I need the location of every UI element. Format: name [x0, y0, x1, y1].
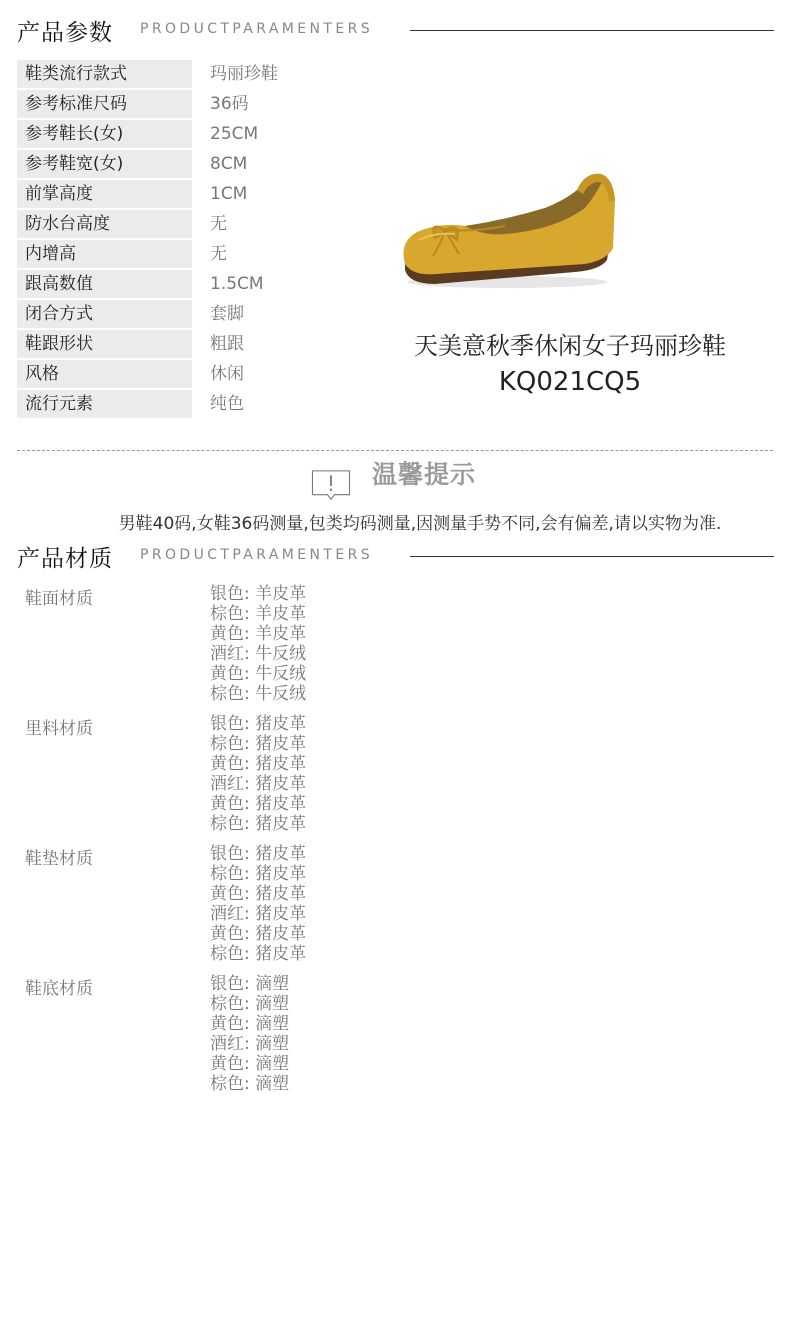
- spec-value: 套脚: [210, 304, 244, 324]
- spec-row: [17, 180, 377, 208]
- spec-row: [17, 390, 377, 418]
- spec-value: 纯色: [210, 394, 244, 414]
- material-value: 黄色: 猪皮革: [210, 754, 307, 774]
- divider-line: [410, 556, 774, 557]
- spec-row: [17, 360, 377, 388]
- spec-key: 防水台高度: [17, 210, 192, 238]
- product-shoe-image: [395, 160, 625, 300]
- material-value: 棕色: 猪皮革: [210, 944, 307, 964]
- spec-row: [17, 270, 377, 298]
- product-code: KQ021CQ5: [498, 367, 642, 397]
- material-value: 棕色: 猪皮革: [210, 814, 307, 834]
- spec-key: 鞋类流行款式: [17, 60, 192, 88]
- material-value: 银色: 滴塑: [210, 974, 290, 994]
- spec-row: [17, 60, 377, 88]
- spec-key: 参考鞋长(女): [17, 120, 192, 148]
- section-title: 产品材质: [17, 546, 113, 572]
- material-value: 棕色: 猪皮革: [210, 734, 307, 754]
- material-values: [210, 844, 306, 964]
- material-value: 银色: 猪皮革: [210, 714, 307, 734]
- spec-key: 闭合方式: [17, 300, 192, 328]
- material-value: 棕色: 滴塑: [210, 1074, 290, 1094]
- section-title: 产品参数: [17, 20, 113, 46]
- section-header-params: [0, 6, 790, 46]
- material-value: 银色: 猪皮革: [210, 844, 307, 864]
- spec-value: 8CM: [210, 154, 248, 174]
- section-subtitle: PRODUCTPARAMENTERS: [140, 21, 374, 37]
- material-value: 黄色: 猪皮革: [210, 794, 307, 814]
- material-value: 棕色: 猪皮革: [210, 864, 307, 884]
- section-header-materials: [0, 532, 790, 572]
- material-value: 酒红: 滴塑: [210, 1034, 290, 1054]
- spec-value: 无: [210, 214, 227, 234]
- spec-value: 1.5CM: [210, 274, 264, 294]
- material-value: 黄色: 滴塑: [210, 1014, 290, 1034]
- alert-bubble-icon: [309, 470, 353, 500]
- spec-row: [17, 120, 377, 148]
- material-label: 鞋面材质: [25, 589, 93, 609]
- section-subtitle: PRODUCTPARAMENTERS: [140, 547, 374, 563]
- spec-value: 玛丽珍鞋: [210, 64, 278, 84]
- material-value: 棕色: 滴塑: [210, 994, 290, 1014]
- material-value: 酒红: 牛反绒: [210, 644, 307, 664]
- material-value: 酒红: 猪皮革: [210, 904, 307, 924]
- spec-key: 风格: [17, 360, 192, 388]
- material-label: 里料材质: [25, 719, 93, 739]
- divider-line: [410, 30, 774, 31]
- spec-row: [17, 300, 377, 328]
- product-title: 天美意秋季休闲女子玛丽珍鞋: [414, 332, 726, 360]
- spec-row: [17, 150, 377, 178]
- spec-value: 25CM: [210, 124, 259, 144]
- material-value: 黄色: 羊皮革: [210, 624, 307, 644]
- material-value: 黄色: 猪皮革: [210, 884, 307, 904]
- material-value: 黄色: 滴塑: [210, 1054, 290, 1074]
- material-values: [210, 584, 306, 704]
- spec-row: [17, 240, 377, 268]
- spec-row: [17, 330, 377, 358]
- material-value: 银色: 羊皮革: [210, 584, 307, 604]
- spec-row: [17, 210, 377, 238]
- spec-key: 参考鞋宽(女): [17, 150, 192, 178]
- spec-key: 鞋跟形状: [17, 330, 192, 358]
- spec-key: 跟高数值: [17, 270, 192, 298]
- material-label: 鞋底材质: [25, 979, 93, 999]
- spec-key: 参考标准尺码: [17, 90, 192, 118]
- material-label: 鞋垫材质: [25, 849, 93, 869]
- material-value: 酒红: 猪皮革: [210, 774, 307, 794]
- spec-key: 流行元素: [17, 390, 192, 418]
- material-value: 棕色: 羊皮革: [210, 604, 307, 624]
- tip-text: 男鞋40码,女鞋36码测量,包类均码测量,因测量手势不同,会有偏差,请以实物为准.: [118, 514, 722, 534]
- spec-value: 粗跟: [210, 334, 244, 354]
- material-value: 黄色: 牛反绒: [210, 664, 307, 684]
- spec-key: 前掌高度: [17, 180, 192, 208]
- spec-row: [17, 90, 377, 118]
- material-value: 黄色: 猪皮革: [210, 924, 307, 944]
- material-value: 棕色: 牛反绒: [210, 684, 307, 704]
- tip-title: 温馨提示: [372, 460, 477, 489]
- spec-value: 1CM: [210, 184, 248, 204]
- material-values: [210, 974, 289, 1094]
- material-values: [210, 714, 306, 834]
- dashed-divider: [17, 450, 773, 451]
- spec-value: 无: [210, 244, 227, 264]
- spec-value: 休闲: [210, 364, 244, 384]
- spec-key: 内增高: [17, 240, 192, 268]
- spec-value: 36码: [210, 94, 249, 114]
